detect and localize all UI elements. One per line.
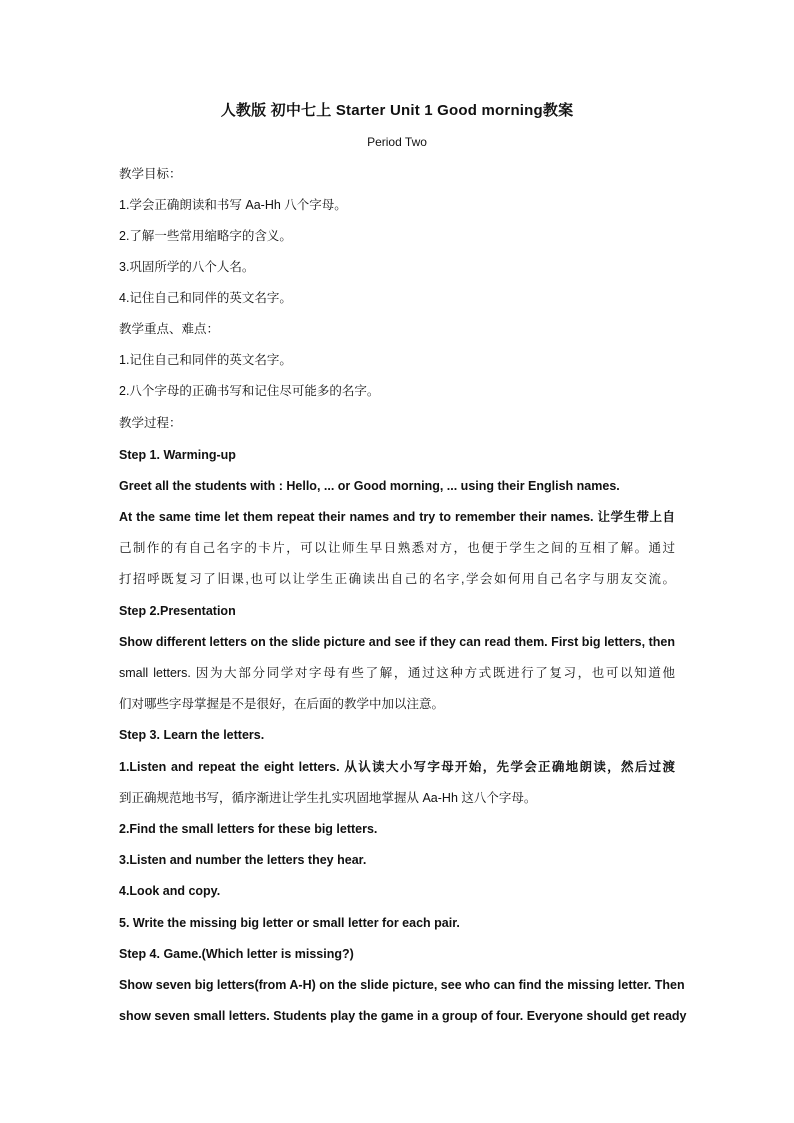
objective-item: 4.记住自己和同伴的英文名字。 <box>119 291 292 305</box>
step3-line: 到正确规范地书写，循序渐进让学生扎实巩固地掌握从 Aa-Hh 这八个字母。 <box>119 791 537 805</box>
step3-line: 5. Write the missing big letter or small letter for each pair. <box>119 916 460 930</box>
step4-line: Show seven big letters(from A-H) on the slide picture, see who can find the missing letter. Then <box>119 978 685 992</box>
keypoints-heading: 教学重点、难点： <box>119 322 220 336</box>
document-subtitle: Period Two <box>367 135 427 149</box>
step1-line: 打招呼既复习了旧课,也可以让学生正确读出自己的名字,学会如何用自己名字与朋友交流。 <box>119 572 675 586</box>
step2-line: Show different letters on the slide picture and see if they can read them. First big letters, then <box>119 635 675 649</box>
step2-line: small letters. 因为大部分同学对字母有些了解，通过这种方式既进行了复习，也可以知道他 <box>119 666 675 680</box>
step1-line: 己制作的有自己名字的卡片，可以让师生早日熟悉对方，也便于学生之间的互相了解。通过 <box>119 541 675 555</box>
step4-line: show seven small letters. Students play the game in a group of four. Everyone should get ready <box>119 1009 687 1023</box>
step1-line: Greet all the students with : Hello, ... or Good morning, ... using their English names. <box>119 479 620 493</box>
step2-heading: Step 2.Presentation <box>119 604 236 618</box>
step1-heading: Step 1. Warming-up <box>119 448 236 462</box>
objective-item: 2.了解一些常用缩略字的含义。 <box>119 229 292 243</box>
step4-heading: Step 4. Game.(Which letter is missing?) <box>119 947 354 961</box>
step1-line: At the same time let them repeat their names and try to remember their names. 让学生带上自 <box>119 510 675 524</box>
step3-heading: Step 3. Learn the letters. <box>119 728 265 742</box>
step3-line: 4.Look and copy. <box>119 884 221 898</box>
step3-line: 1.Listen and repeat the eight letters. 从认读大小写字母开始，先学会正确地朗读，然后过渡 <box>119 760 675 774</box>
step3-line: 2.Find the small letters for these big letters. <box>119 822 378 836</box>
keypoint-item: 1.记住自己和同伴的英文名字。 <box>119 353 292 367</box>
step3-line: 3.Listen and number the letters they hear. <box>119 853 367 867</box>
document-title: 人教版 初中七上 Starter Unit 1 Good morning教案 <box>220 102 574 119</box>
keypoint-item: 2.八个字母的正确书写和记住尽可能多的名字。 <box>119 384 380 398</box>
objectives-heading: 教学目标： <box>119 167 182 181</box>
objective-item: 3.巩固所学的八个人名。 <box>119 260 255 274</box>
process-heading: 教学过程： <box>119 416 182 430</box>
objective-item: 1.学会正确朗读和书写 Aa-Hh 八个字母。 <box>119 198 347 212</box>
step2-line: 们对哪些字母掌握是不是很好，在后面的教学中加以注意。 <box>119 697 445 711</box>
